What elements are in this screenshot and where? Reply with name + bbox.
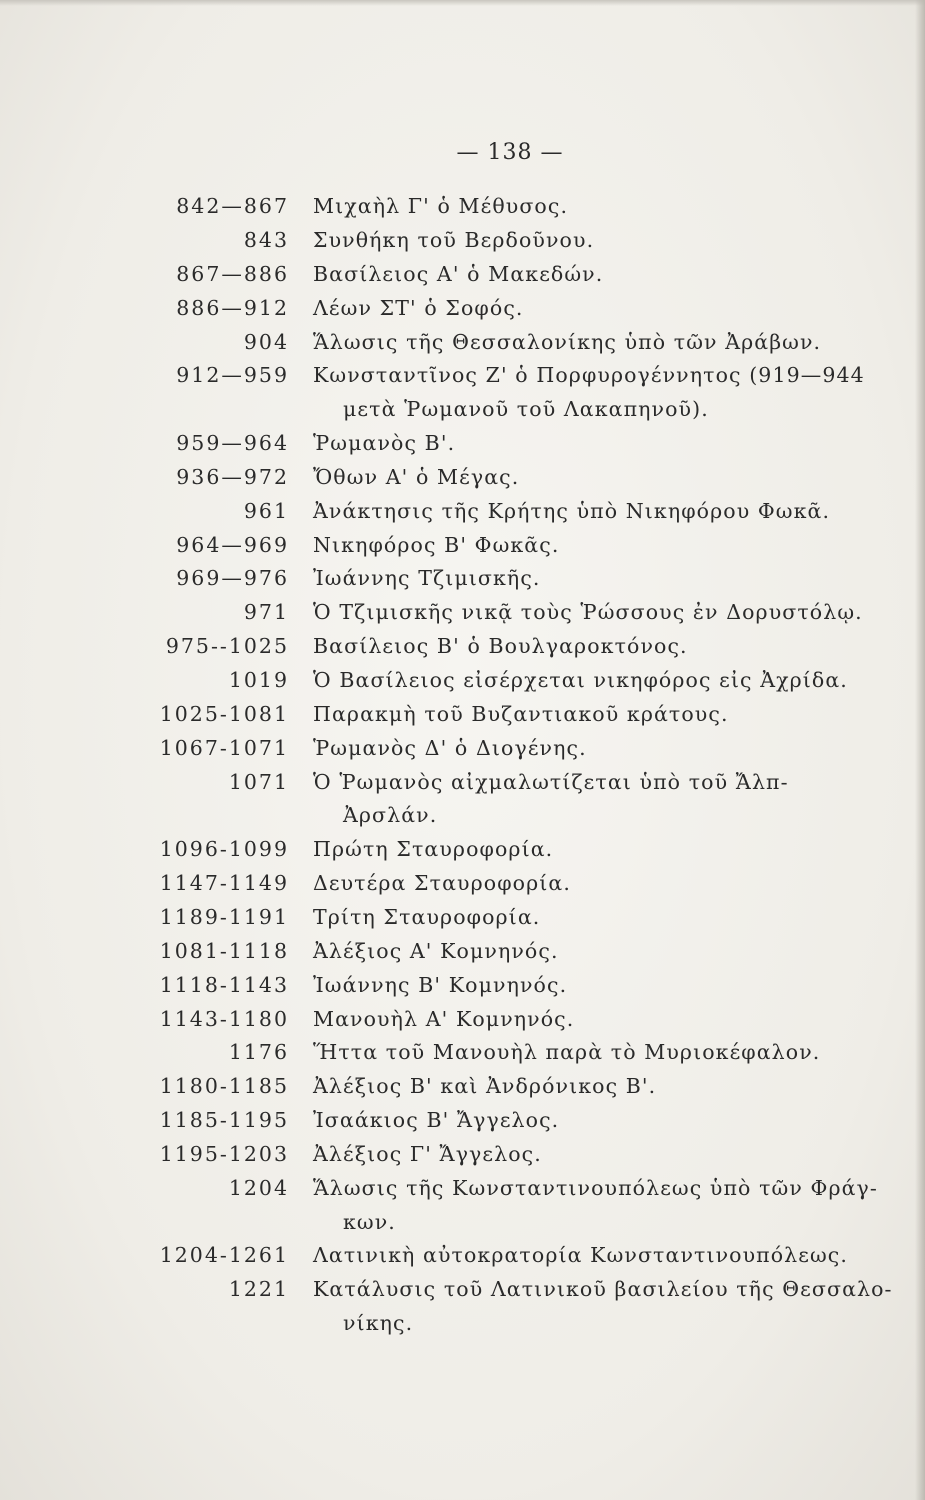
entry-event-text: Παρακμὴ τοῦ Βυζαντιακοῦ κράτους.: [313, 701, 729, 726]
entry-event: [289, 935, 901, 969]
entry-event-text: Ῥωμανὸς Δ' ὁ Διογένης.: [313, 735, 587, 760]
entry-year: 1147-1149: [159, 871, 289, 896]
entry-year: 886—912: [176, 295, 289, 320]
entry-year: 1185-1195: [159, 1108, 289, 1133]
entry-year: 971: [243, 600, 289, 625]
entry-year: 1204-1261: [159, 1243, 289, 1268]
entry-event-text: Μανουὴλ Α' Κομνηνός.: [313, 1006, 575, 1031]
entry-event-text: Ὁ Ῥωμανὸς αἰχμαλωτίζεται ὑπὸ τοῦ Ἄλπ-: [313, 769, 789, 794]
entry-event: [289, 529, 901, 563]
entry-year: 1067-1071: [159, 735, 289, 760]
chronology-entry: [0, 969, 925, 1003]
chronology-entry: [0, 224, 925, 258]
entry-year: 1071: [228, 769, 289, 794]
entry-event: [289, 1036, 901, 1070]
entry-event-text: Ἀλέξιος Γ' Ἄγγελος.: [313, 1142, 542, 1167]
entry-year: 1195-1203: [159, 1142, 289, 1167]
entry-event: [289, 1003, 901, 1037]
chronology-entry: [0, 292, 925, 326]
page-number: — 138 —: [456, 140, 564, 165]
entry-year: 1096-1099: [159, 837, 289, 862]
entry-event-text: Βασίλειος Β' ὁ Βουλγαροκτόνος.: [313, 634, 688, 659]
entry-event: [289, 833, 901, 867]
entry-event-continuation: μετὰ Ῥωμανοῦ τοῦ Λακαπηνοῦ).: [343, 396, 709, 421]
chronology-entry: [0, 1138, 925, 1172]
entry-event: [289, 562, 901, 596]
entry-event: [289, 969, 901, 1003]
entry-year: 843: [243, 227, 289, 252]
chronology-entry: [0, 732, 925, 766]
entry-event-text: Ῥωμανὸς Β'.: [313, 430, 456, 455]
chronology-entry: [0, 766, 925, 833]
entry-event: [289, 495, 901, 529]
entry-event-text: Λέων ΣΤ' ὁ Σοφός.: [313, 295, 524, 320]
entry-event: [289, 190, 901, 224]
entry-event: [289, 326, 901, 360]
entry-event: [289, 292, 901, 326]
entry-event-continuation: Ἀρσλάν.: [343, 803, 438, 828]
entry-event-text: Ἅλωσις τῆς Θεσσαλονίκης ὑπὸ τῶν Ἀράβων.: [313, 329, 822, 354]
chronology-entry: [0, 1273, 925, 1340]
entry-event-continuation: κων.: [343, 1209, 396, 1234]
chronology-entry: [0, 664, 925, 698]
chronology-entry: [0, 833, 925, 867]
entry-year: 975--1025: [165, 634, 289, 659]
entry-event: [289, 1273, 901, 1340]
entry-event: [289, 664, 901, 698]
entry-event-text: Τρίτη Σταυροφορία.: [313, 904, 541, 929]
entry-event-text: Ἀνάκτησις τῆς Κρήτης ὑπὸ Νικηφόρου Φωκᾶ.: [313, 498, 831, 523]
entry-event: [289, 258, 901, 292]
entry-event-text: Ἰωάννης Τζιμισκῆς.: [313, 566, 541, 591]
entry-event-text: Ὄθων Α' ὁ Μέγας.: [313, 464, 520, 489]
entry-year: 1025-1081: [159, 701, 289, 726]
chronology-entry: [0, 258, 925, 292]
chronology-entry: [0, 1070, 925, 1104]
chronology-entry: [0, 867, 925, 901]
entry-year: 842—867: [176, 194, 289, 218]
entry-event-text: Ἅλωσις τῆς Κωνσταντινουπόλεως ὑπὸ τῶν Φράγ-: [313, 1176, 878, 1201]
entry-event-text: Ὁ Τζιμισκῆς νικᾷ τοὺς Ῥώσσους ἐν Δορυστόλῳ.: [313, 600, 863, 625]
page-top-edge: [0, 0, 925, 6]
entry-event-text: Ἀλέξιος Α' Κομνηνός.: [313, 938, 559, 963]
chronology-entry: [0, 901, 925, 935]
entry-event-text: Ἰσαάκιος Β' Ἄγγελος.: [313, 1108, 560, 1133]
entry-year: 1118-1143: [159, 972, 289, 997]
entry-event-text: Συνθήκη τοῦ Βερδοῦνου.: [313, 227, 595, 252]
entry-event-text: Ἥττα τοῦ Μανουὴλ παρὰ τὸ Μυριοκέφαλον.: [313, 1040, 821, 1065]
chronology-entry: [0, 1239, 925, 1273]
entry-event: [289, 1070, 901, 1104]
entry-event: [289, 698, 901, 732]
entry-event: [289, 630, 901, 664]
entry-event-text: Ἰωάννης Β' Κομνηνός.: [313, 972, 568, 997]
chronology-entry: [0, 359, 925, 426]
entry-event-text: Λατινικὴ αὐτοκρατορία Κωνσταντινουπόλεως.: [313, 1243, 848, 1268]
chronology-list: [0, 190, 925, 1341]
entry-event-text: Πρώτη Σταυροφορία.: [313, 837, 554, 862]
entry-event-text: Κατάλυσις τοῦ Λατινικοῦ βασιλείου τῆς Θεσσαλο-: [313, 1277, 893, 1302]
entry-year: 904: [243, 329, 289, 354]
entry-event: [289, 596, 901, 630]
entry-event-text: Νικηφόρος Β' Φωκᾶς.: [313, 532, 560, 557]
entry-year: 1204: [228, 1176, 289, 1201]
entry-event: [289, 766, 901, 833]
entry-year: 961: [243, 498, 289, 523]
entry-event: [289, 732, 901, 766]
chronology-entry: [0, 630, 925, 664]
entry-event-continuation: νίκης.: [343, 1310, 414, 1335]
entry-event: [289, 901, 901, 935]
entry-event-text: Δευτέρα Σταυροφορία.: [313, 871, 571, 896]
chronology-entry: [0, 1003, 925, 1037]
entry-event-text: Κωνσταντῖνος Ζ' ὁ Πορφυρογέννητος (919—944: [313, 363, 865, 388]
entry-year: 964—969: [176, 532, 289, 557]
entry-year: 1176: [228, 1040, 289, 1065]
chronology-entry: [0, 326, 925, 360]
entry-year: 1189-1191: [159, 904, 289, 929]
entry-year: 1221: [228, 1277, 289, 1302]
entry-event: [289, 461, 901, 495]
chronology-entry: [0, 190, 925, 224]
entry-year: 912—959: [176, 363, 289, 388]
chronology-entry: [0, 562, 925, 596]
entry-year: 1081-1118: [159, 938, 289, 963]
entry-event: [289, 1239, 901, 1273]
chronology-entry: [0, 1104, 925, 1138]
entry-event-text: Ἀλέξιος Β' καὶ Ἀνδρόνικος Β'.: [313, 1074, 657, 1099]
chronology-entry: [0, 698, 925, 732]
entry-event: [289, 1138, 901, 1172]
entry-year: 1019: [228, 668, 289, 693]
entry-year: 1143-1180: [159, 1006, 289, 1031]
entry-event: [289, 359, 901, 426]
chronology-entry: [0, 529, 925, 563]
chronology-entry: [0, 495, 925, 529]
chronology-entry: [0, 1172, 925, 1239]
entry-event: [289, 224, 901, 258]
entry-year: 1180-1185: [159, 1074, 289, 1099]
chronology-entry: [0, 596, 925, 630]
entry-event: [289, 427, 901, 461]
entry-year: 936—972: [176, 464, 289, 489]
chronology-entry: [0, 427, 925, 461]
chronology-entry: [0, 1036, 925, 1070]
entry-year: 867—886: [176, 261, 289, 286]
chronology-entry: [0, 461, 925, 495]
entry-event-text: Μιχαὴλ Γ' ὁ Μέθυσος.: [313, 194, 569, 218]
entry-event-text: Βασίλειος Α' ὁ Μακεδών.: [313, 261, 604, 286]
entry-event: [289, 867, 901, 901]
chronology-entry: [0, 935, 925, 969]
entry-event-text: Ὁ Βασίλειος εἰσέρχεται νικηφόρος εἰς Ἀχρίδα.: [313, 668, 848, 693]
entry-event: [289, 1104, 901, 1138]
entry-year: 959—964: [176, 430, 289, 455]
entry-year: 969—976: [176, 566, 289, 591]
entry-event: [289, 1172, 901, 1239]
